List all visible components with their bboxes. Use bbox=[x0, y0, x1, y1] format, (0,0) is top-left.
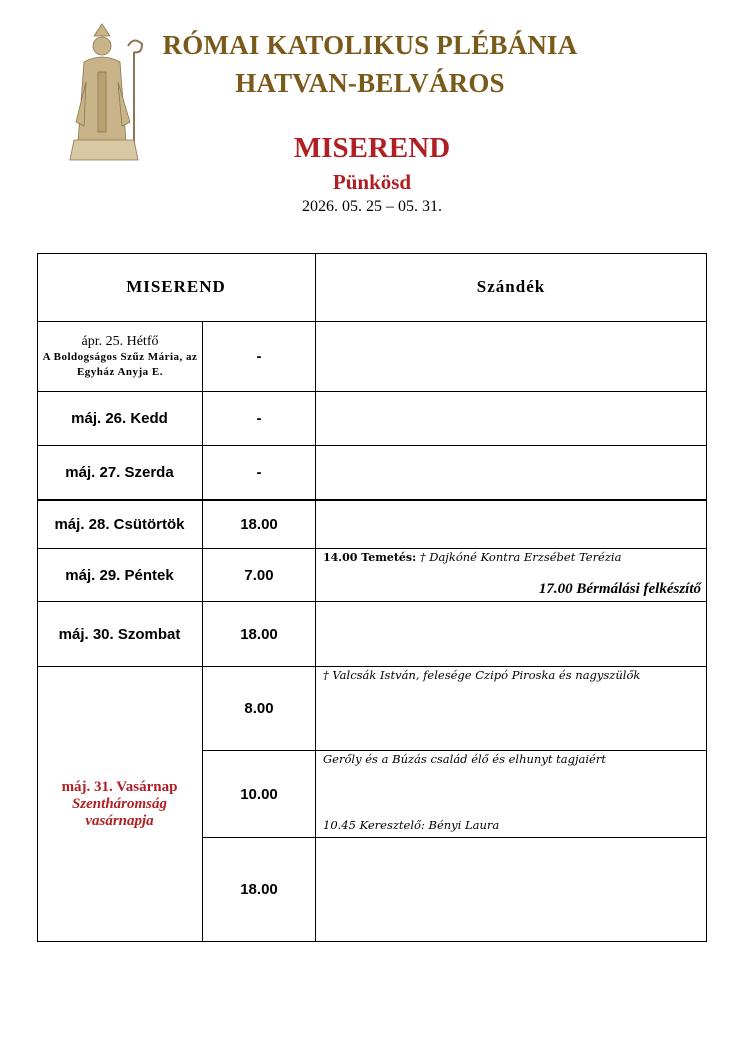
page-subtitle: Pünkösd bbox=[332, 170, 412, 194]
day-label: máj. 31. Vasárnap bbox=[61, 778, 178, 795]
feast-label: vasárnapja bbox=[85, 812, 154, 829]
mass-time: - bbox=[256, 464, 262, 481]
day-label: máj. 28. Csütörtök bbox=[54, 516, 185, 533]
mass-time: 10.00 bbox=[240, 785, 278, 803]
feast-label: Szentháromság bbox=[71, 795, 168, 812]
intention-note: † Valcsák István, felesége Czipó Piroska és nagyszülők bbox=[323, 668, 641, 682]
day-label: máj. 26. Kedd bbox=[71, 410, 168, 427]
mass-time: - bbox=[256, 410, 262, 427]
mass-time: 18.00 bbox=[240, 881, 278, 898]
parish-name: RÓMAI KATOLIKUS PLÉBÁNIA bbox=[162, 30, 578, 60]
mass-schedule-table bbox=[37, 253, 707, 942]
page-title: MISEREND bbox=[293, 132, 451, 164]
intention-note-2: 10.45 Keresztelő: Bényi Laura bbox=[323, 818, 500, 832]
date-range: 2026. 05. 25 – 05. 31. bbox=[302, 198, 442, 215]
day-label: máj. 29. Péntek bbox=[65, 566, 174, 584]
note-text: † Dajkóné Kontra Erzsébet Terézia bbox=[419, 550, 622, 564]
mass-time: 18.00 bbox=[240, 516, 278, 533]
sunday-day bbox=[37, 667, 202, 941]
intention-note: Gerőly és a Búzás család élő és elhunyt tagjaiért bbox=[323, 752, 606, 766]
parish-location: HATVAN-BELVÁROS bbox=[235, 68, 505, 98]
intention-note bbox=[323, 550, 703, 568]
day-label: máj. 30. Szombat bbox=[58, 625, 181, 643]
table-row-day bbox=[39, 323, 201, 391]
mass-time: 7.00 bbox=[244, 566, 274, 584]
column-header-intention: Szándék bbox=[476, 277, 546, 296]
intention-note-2: 17.00 Bérmálási felkészítő bbox=[538, 581, 701, 597]
mass-time: 8.00 bbox=[244, 700, 274, 717]
mass-time: 18.00 bbox=[240, 625, 278, 643]
column-header-schedule: MISEREND bbox=[126, 277, 226, 296]
day-label: máj. 27. Szerda bbox=[65, 464, 174, 481]
feast-label: A Boldogságos Szűz Mária, az Egyház Anyja E. bbox=[42, 351, 198, 378]
note-prefix: 14.00 Temetés: bbox=[323, 551, 417, 564]
mass-time: - bbox=[256, 348, 262, 365]
day-label: ápr. 25. Hétfő bbox=[81, 334, 159, 349]
